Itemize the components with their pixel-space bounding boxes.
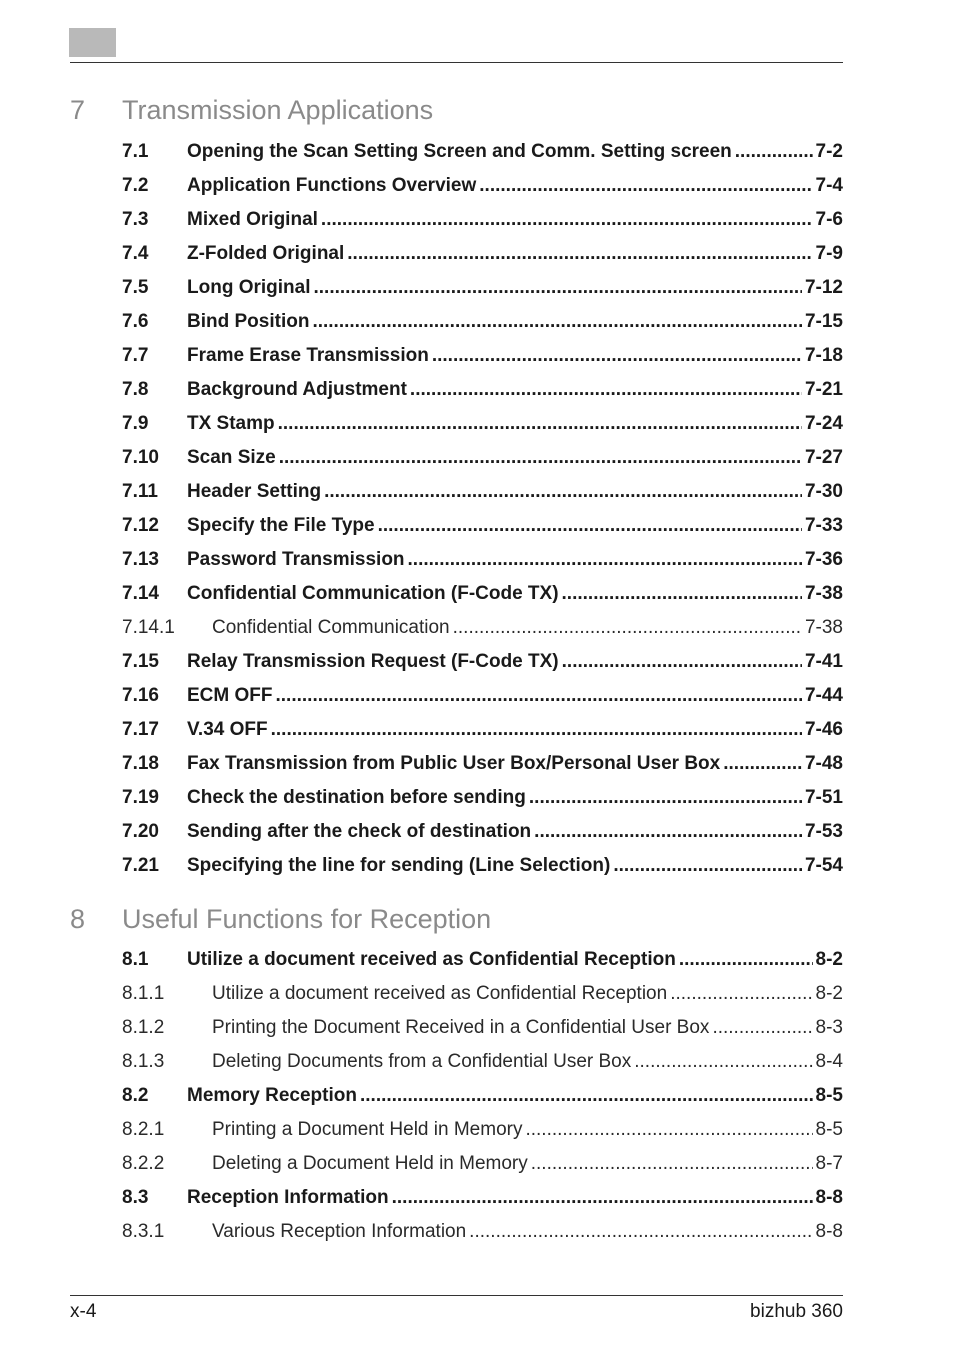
toc-entry-number: 8.2.1 xyxy=(122,1119,165,1140)
toc-entry-leader xyxy=(314,274,802,302)
toc-entry-title: Frame Erase Transmission xyxy=(187,345,429,366)
toc-entry-title: Specifying the line for sending (Line Selection) xyxy=(187,855,611,876)
toc-entry-title: Long Original xyxy=(187,277,311,298)
toc-entry-page: 7-36 xyxy=(804,549,843,570)
toc-entry-title: Utilize a document received as Confidential Reception xyxy=(212,983,668,1004)
toc-entry-page: 7-6 xyxy=(815,209,843,230)
toc-entry[interactable] xyxy=(122,1014,843,1042)
toc-entry-number: 7.5 xyxy=(122,277,149,298)
chapter-title: Useful Functions for Reception xyxy=(122,904,492,934)
toc-entry-leader xyxy=(279,444,802,472)
toc-entry-title: Memory Reception xyxy=(187,1085,357,1106)
toc-entry[interactable] xyxy=(122,784,843,812)
toc-entry[interactable] xyxy=(122,648,843,676)
toc-entry-number: 7.6 xyxy=(122,311,149,332)
toc-entry[interactable] xyxy=(122,716,843,744)
toc-entry-page: 7-18 xyxy=(804,345,843,366)
toc-entry[interactable] xyxy=(122,1082,843,1110)
toc-entry-number: 8.3.1 xyxy=(122,1221,165,1242)
toc-entry-title: ECM OFF xyxy=(187,685,273,706)
toc-entry[interactable] xyxy=(122,750,843,778)
toc-entry[interactable] xyxy=(122,682,843,710)
header-rule xyxy=(70,62,843,63)
chapter-tab-marker xyxy=(69,28,116,57)
toc-entry-title: Specify the File Type xyxy=(187,515,375,536)
chapter-heading xyxy=(70,901,843,937)
toc-entry-page: 8-2 xyxy=(815,983,843,1004)
toc-entry-leader xyxy=(378,512,802,540)
toc-entry-leader xyxy=(392,1184,813,1212)
toc-entry[interactable] xyxy=(122,240,843,268)
toc-entry[interactable] xyxy=(122,614,843,642)
toc-entry-leader xyxy=(634,1048,812,1076)
toc-entry-title: TX Stamp xyxy=(187,413,275,434)
toc-entry-leader xyxy=(534,818,802,846)
toc-entry[interactable] xyxy=(122,546,843,574)
toc-entry-number: 7.19 xyxy=(122,787,159,808)
toc-entry-page: 7-12 xyxy=(804,277,843,298)
toc-entry-leader xyxy=(723,750,802,778)
toc-entry-title: V.34 OFF xyxy=(187,719,268,740)
toc-entry-number: 8.1.3 xyxy=(122,1051,165,1072)
toc-entry-page: 7-21 xyxy=(804,379,843,400)
toc-entry-leader xyxy=(469,1218,812,1246)
chapter-number: 8 xyxy=(70,904,86,934)
toc-entry-number: 8.2.2 xyxy=(122,1153,165,1174)
toc-entry[interactable] xyxy=(122,342,843,370)
toc-entry-leader xyxy=(410,376,802,404)
toc-entry-title: Utilize a document received as Confidential Reception xyxy=(187,949,676,970)
toc-entry-leader xyxy=(479,172,812,200)
toc-entry-number: 7.21 xyxy=(122,855,159,876)
footer-product-name: bizhub 360 xyxy=(750,1301,843,1322)
toc-entry-page: 8-5 xyxy=(815,1085,843,1106)
toc-entry-leader xyxy=(531,1150,813,1178)
toc-entry-page: 7-33 xyxy=(804,515,843,536)
toc-entry-page: 7-54 xyxy=(804,855,843,876)
toc-entry[interactable] xyxy=(122,410,843,438)
toc-entry-leader xyxy=(562,580,802,608)
toc-entry-page: 8-3 xyxy=(815,1017,843,1038)
footer-page-number: x-4 xyxy=(70,1301,97,1322)
toc-entry-title: Password Transmission xyxy=(187,549,405,570)
toc-entry-number: 7.13 xyxy=(122,549,159,570)
toc-entry-title: Printing a Document Held in Memory xyxy=(212,1119,523,1140)
toc-entry[interactable] xyxy=(122,1150,843,1178)
toc-entry-leader xyxy=(408,546,802,574)
toc-entry-page: 7-53 xyxy=(804,821,843,842)
toc-entry[interactable] xyxy=(122,1048,843,1076)
toc-entry-page: 7-30 xyxy=(804,481,843,502)
toc-entry[interactable] xyxy=(122,512,843,540)
toc-entry[interactable] xyxy=(122,308,843,336)
toc-entry-number: 8.1.1 xyxy=(122,983,165,1004)
toc-entry[interactable] xyxy=(122,946,843,974)
toc-entry[interactable] xyxy=(122,580,843,608)
toc-entry-title: Relay Transmission Request (F-Code TX) xyxy=(187,651,559,672)
toc-entry-page: 7-38 xyxy=(804,583,843,604)
footer-rule xyxy=(70,1295,843,1296)
toc-entry[interactable] xyxy=(122,274,843,302)
toc-entry-leader xyxy=(278,410,802,438)
toc-entry-title: Various Reception Information xyxy=(212,1221,467,1242)
toc-entry-title: Confidential Communication (F-Code TX) xyxy=(187,583,559,604)
toc-entry-number: 7.3 xyxy=(122,209,149,230)
toc-entry[interactable] xyxy=(122,1184,843,1212)
toc-entry-number: 7.16 xyxy=(122,685,159,706)
toc-entry-leader xyxy=(360,1082,813,1110)
toc-entry-page: 7-24 xyxy=(804,413,843,434)
toc-entry[interactable] xyxy=(122,980,843,1008)
toc-entry[interactable] xyxy=(122,478,843,506)
toc-entry-number: 7.18 xyxy=(122,753,159,774)
toc-entry-number: 7.17 xyxy=(122,719,159,740)
toc-entry-page: 7-48 xyxy=(804,753,843,774)
toc-entry-title: Bind Position xyxy=(187,311,310,332)
toc-entry-page: 7-27 xyxy=(804,447,843,468)
toc-entry[interactable] xyxy=(122,852,843,880)
toc-entry-page: 7-51 xyxy=(804,787,843,808)
toc-entry-page: 7-46 xyxy=(804,719,843,740)
toc-entry-title: Header Setting xyxy=(187,481,322,502)
toc-entry-page: 8-2 xyxy=(815,949,843,970)
toc-entry-number: 7.14 xyxy=(122,583,159,604)
toc-entry-title: Deleting a Document Held in Memory xyxy=(212,1153,528,1174)
toc-entry-leader xyxy=(712,1014,812,1042)
toc-entry[interactable] xyxy=(122,1116,843,1144)
toc-entry-title: Printing the Document Received in a Confidential User Box xyxy=(212,1017,710,1038)
toc-entry-page: 7-41 xyxy=(804,651,843,672)
toc-entry-title: Sending after the check of destination xyxy=(187,821,532,842)
toc-entry-number: 8.1 xyxy=(122,949,149,970)
toc-entry[interactable] xyxy=(122,1218,843,1246)
toc-entry[interactable] xyxy=(122,206,843,234)
toc-entry[interactable] xyxy=(122,172,843,200)
toc-entry-number: 7.10 xyxy=(122,447,159,468)
toc-entry-page: 8-7 xyxy=(815,1153,843,1174)
toc-entry-page: 7-38 xyxy=(804,617,843,638)
toc-entry-page: 7-44 xyxy=(804,685,843,706)
toc-entry-page: 7-9 xyxy=(815,243,843,264)
toc-entry-leader xyxy=(562,648,802,676)
toc-entry-leader xyxy=(525,1116,812,1144)
toc-entry-leader xyxy=(735,138,813,166)
toc-entry-title: Scan Size xyxy=(187,447,276,468)
toc-entry-leader xyxy=(347,240,812,268)
toc-entry-leader xyxy=(271,716,802,744)
toc-entry-number: 8.3 xyxy=(122,1187,149,1208)
toc-entry-number: 7.15 xyxy=(122,651,159,672)
chapter-title: Transmission Applications xyxy=(122,95,434,125)
toc-entry-number: 7.8 xyxy=(122,379,149,400)
toc-entry-number: 7.1 xyxy=(122,141,149,162)
toc-entry-number: 7.14.1 xyxy=(122,617,175,638)
toc-entry-title: Opening the Scan Setting Screen and Comm. Setting screen xyxy=(187,141,732,162)
toc-entry-page: 8-8 xyxy=(815,1187,843,1208)
toc-entry-title: Z-Folded Original xyxy=(187,243,345,264)
toc-entry[interactable] xyxy=(122,818,843,846)
toc-entry-page: 8-8 xyxy=(815,1221,843,1242)
toc-entry-number: 7.12 xyxy=(122,515,159,536)
toc-entry[interactable] xyxy=(122,444,843,472)
toc-entry-number: 8.2 xyxy=(122,1085,149,1106)
toc-entry-title: Check the destination before sending xyxy=(187,787,526,808)
toc-entry-page: 7-2 xyxy=(815,141,843,162)
toc-entry-number: 7.9 xyxy=(122,413,149,434)
toc-entry-number: 7.7 xyxy=(122,345,149,366)
toc-entry-page: 7-15 xyxy=(804,311,843,332)
toc-entry-leader xyxy=(453,614,802,642)
toc-entry-title: Application Functions Overview xyxy=(187,175,477,196)
toc-entry-number: 8.1.2 xyxy=(122,1017,165,1038)
toc-entry-leader xyxy=(312,308,802,336)
toc-entry-leader xyxy=(324,478,802,506)
toc-entry-title: Deleting Documents from a Confidential User Box xyxy=(212,1051,632,1072)
toc-entry-title: Background Adjustment xyxy=(187,379,407,400)
toc-entry-leader xyxy=(321,206,813,234)
toc-entry-leader xyxy=(613,852,802,880)
toc-entry-leader xyxy=(679,946,813,974)
toc-entry-title: Fax Transmission from Public User Box/Personal User Box xyxy=(187,753,721,774)
toc-entry-title: Reception Information xyxy=(187,1187,389,1208)
toc-entry-page: 8-4 xyxy=(815,1051,843,1072)
toc-entry-number: 7.20 xyxy=(122,821,159,842)
toc-entry-number: 7.4 xyxy=(122,243,149,264)
chapter-number: 7 xyxy=(70,95,86,125)
toc-entry-number: 7.11 xyxy=(122,481,158,502)
toc-entry-page: 8-5 xyxy=(815,1119,843,1140)
toc-entry-title: Confidential Communication xyxy=(212,617,450,638)
toc-entry-title: Mixed Original xyxy=(187,209,318,230)
toc-entry-leader xyxy=(670,980,812,1008)
toc-entry-page: 7-4 xyxy=(815,175,843,196)
toc-entry-leader xyxy=(276,682,802,710)
toc-entry[interactable] xyxy=(122,376,843,404)
toc-entry-number: 7.2 xyxy=(122,175,149,196)
toc-entry[interactable] xyxy=(122,138,843,166)
toc-entry-leader xyxy=(432,342,802,370)
chapter-heading xyxy=(70,92,843,128)
toc-entry-leader xyxy=(529,784,802,812)
